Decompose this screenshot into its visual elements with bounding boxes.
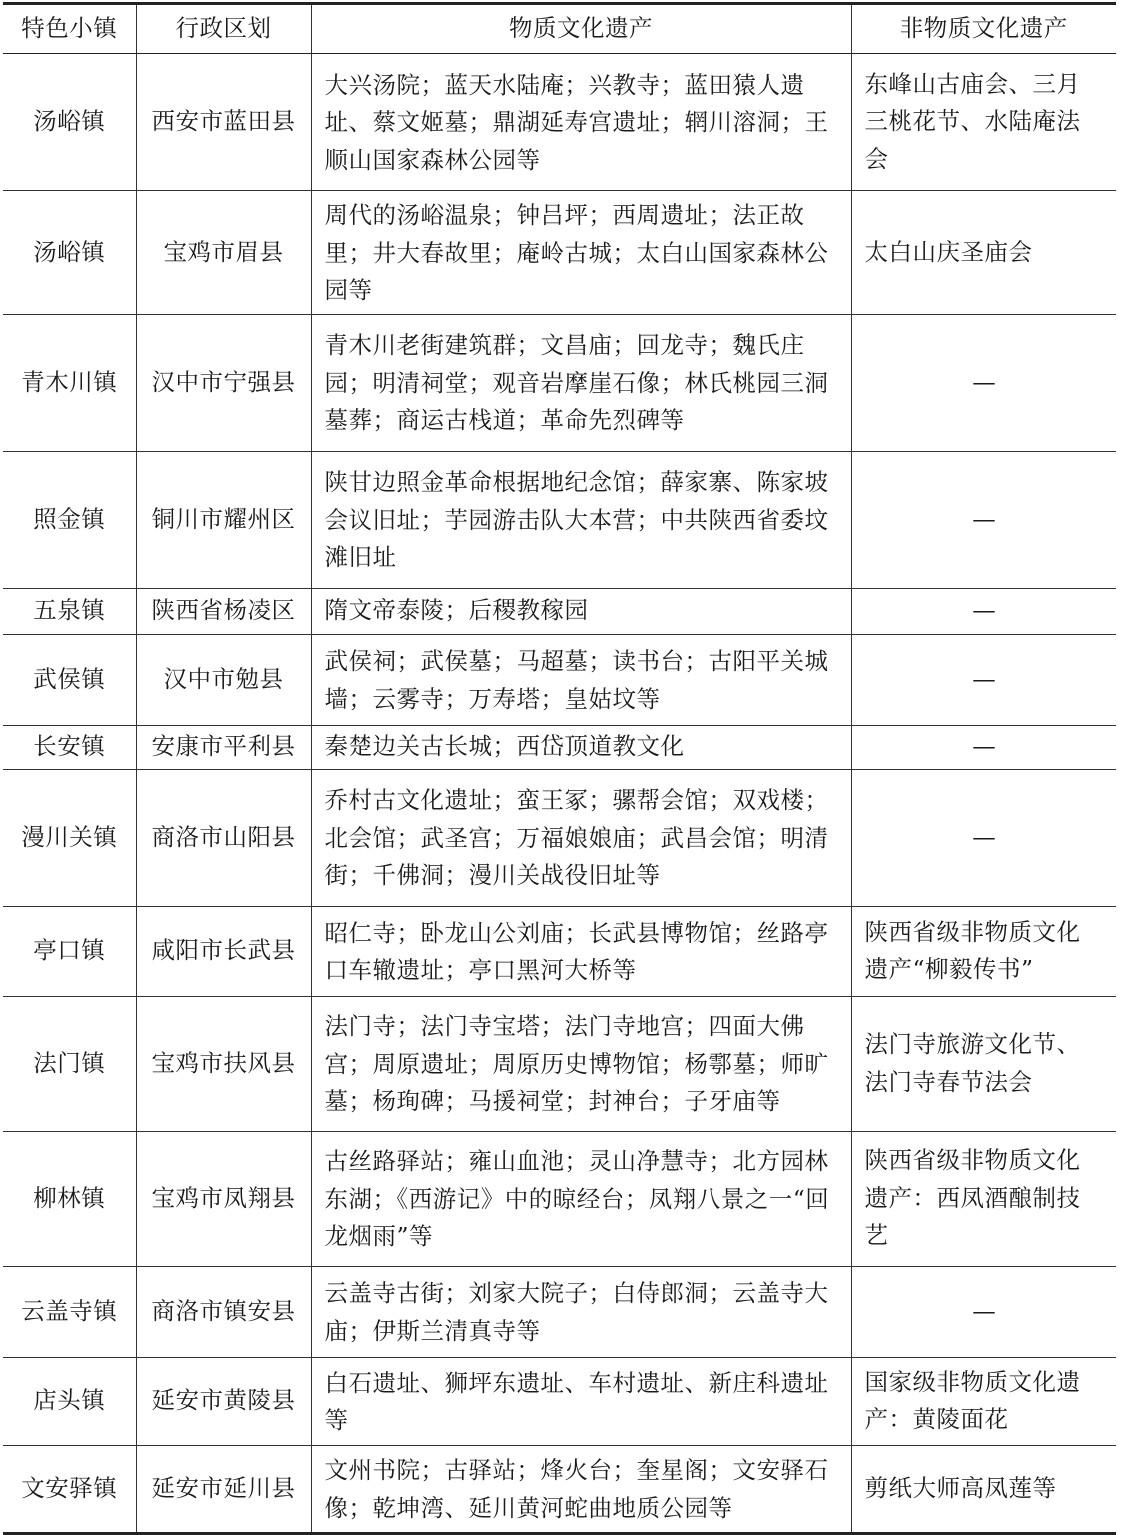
heritage-table (3, 2, 1116, 1535)
column-header-intangible-heritage: 非物质文化遗产 (851, 4, 1116, 54)
table-row (3, 906, 1116, 996)
town-cell: 文安驿镇 (3, 1445, 136, 1533)
material-heritage-cell: 昭仁寺；卧龙山公刘庙；长武县博物馆；丝路亭口车辙遗址；亭口黑河大桥等 (311, 906, 851, 996)
intangible-heritage-cell: 剪纸大师高凤莲等 (851, 1445, 1116, 1533)
intangible-heritage-cell: — (851, 451, 1116, 588)
material-heritage-cell: 法门寺；法门寺宝塔；法门寺地宫；四面大佛宫；周原遗址；周原历史博物馆；杨鄠墓；师旷墓；杨珣碑；马援祠堂；封神台；子牙庙等 (311, 996, 851, 1131)
intangible-heritage-cell: 太白山庆圣庙会 (851, 191, 1116, 315)
town-cell: 汤峪镇 (3, 54, 136, 191)
intangible-heritage-cell: 国家级非物质文化遗产：黄陵面花 (851, 1357, 1116, 1445)
material-heritage-cell: 大兴汤院；蓝天水陆庵；兴教寺；蓝田猿人遗址、蔡文姬墓；鼎湖延寿宫遗址；辋川溶洞；王顺山国家森林公园等 (311, 54, 851, 191)
town-cell: 武侯镇 (3, 634, 136, 725)
district-cell: 汉中市勉县 (136, 634, 311, 725)
column-header-district: 行政区划 (136, 4, 311, 54)
intangible-heritage-cell: — (851, 634, 1116, 725)
material-heritage-cell: 云盖寺古街；刘家大院子；白侍郎洞；云盖寺大庙；伊斯兰清真寺等 (311, 1266, 851, 1357)
district-cell: 宝鸡市凤翔县 (136, 1131, 311, 1266)
material-heritage-cell: 白石遗址、狮坪东遗址、车村遗址、新庄科遗址等 (311, 1357, 851, 1445)
town-cell: 云盖寺镇 (3, 1266, 136, 1357)
district-cell: 延安市黄陵县 (136, 1357, 311, 1445)
town-cell: 五泉镇 (3, 588, 136, 634)
table-row (3, 996, 1116, 1131)
table-row (3, 54, 1116, 191)
table-row (3, 588, 1116, 634)
material-heritage-cell: 武侯祠；武侯墓；马超墓；读书台；古阳平关城墙；云雾寺；万寿塔；皇姑坟等 (311, 634, 851, 725)
intangible-heritage-cell: 东峰山古庙会、三月三桃花节、水陆庵法会 (851, 54, 1116, 191)
table-row (3, 769, 1116, 906)
material-heritage-cell: 秦楚边关古长城；西岱顶道教文化 (311, 725, 851, 769)
table-row (3, 1131, 1116, 1266)
intangible-heritage-cell: — (851, 588, 1116, 634)
district-cell: 商洛市镇安县 (136, 1266, 311, 1357)
material-heritage-cell: 乔村古文化遗址；蛮王冢；骡帮会馆；双戏楼；北会馆；武圣宫；万福娘娘庙；武昌会馆；明清街；千佛洞；漫川关战役旧址等 (311, 769, 851, 906)
table-row (3, 1357, 1116, 1445)
material-heritage-cell: 陕甘边照金革命根据地纪念馆；薛家寨、陈家坡会议旧址；芋园游击队大本营；中共陕西省委坟滩旧址 (311, 451, 851, 588)
town-cell: 店头镇 (3, 1357, 136, 1445)
district-cell: 宝鸡市扶风县 (136, 996, 311, 1131)
intangible-heritage-cell: 法门寺旅游文化节、法门寺春节法会 (851, 996, 1116, 1131)
district-cell: 宝鸡市眉县 (136, 191, 311, 315)
town-cell: 法门镇 (3, 996, 136, 1131)
town-cell: 长安镇 (3, 725, 136, 769)
material-heritage-cell: 周代的汤峪温泉；钟吕坪；西周遗址；法正故里；井大春故里；庵岭古城；太白山国家森林公园等 (311, 191, 851, 315)
material-heritage-cell: 青木川老街建筑群；文昌庙；回龙寺；魏氏庄园；明清祠堂；观音岩摩崖石像；林氏桃园三洞墓葬；商运古栈道；革命先烈碑等 (311, 314, 851, 451)
intangible-heritage-cell: — (851, 725, 1116, 769)
column-header-material-heritage: 物质文化遗产 (311, 4, 851, 54)
header-row (3, 4, 1116, 54)
table-row (3, 725, 1116, 769)
intangible-heritage-cell: 陕西省级非物质文化遗产：西凤酒酿制技艺 (851, 1131, 1116, 1266)
table-row (3, 314, 1116, 451)
table-row (3, 191, 1116, 315)
table-row (3, 634, 1116, 725)
district-cell: 西安市蓝田县 (136, 54, 311, 191)
table-row (3, 451, 1116, 588)
material-heritage-cell: 古丝路驿站；雍山血池；灵山净慧寺；北方园林东湖；《西游记》中的晾经台；凤翔八景之一“回龙烟雨”等 (311, 1131, 851, 1266)
district-cell: 铜川市耀州区 (136, 451, 311, 588)
district-cell: 安康市平利县 (136, 725, 311, 769)
district-cell: 延安市延川县 (136, 1445, 311, 1533)
column-header-town: 特色小镇 (3, 4, 136, 54)
intangible-heritage-cell: — (851, 769, 1116, 906)
town-cell: 柳林镇 (3, 1131, 136, 1266)
intangible-heritage-cell: 陕西省级非物质文化遗产“柳毅传书” (851, 906, 1116, 996)
district-cell: 咸阳市长武县 (136, 906, 311, 996)
district-cell: 商洛市山阳县 (136, 769, 311, 906)
material-heritage-cell: 隋文帝泰陵；后稷教稼园 (311, 588, 851, 634)
town-cell: 照金镇 (3, 451, 136, 588)
district-cell: 陕西省杨凌区 (136, 588, 311, 634)
table-row (3, 1445, 1116, 1533)
town-cell: 青木川镇 (3, 314, 136, 451)
district-cell: 汉中市宁强县 (136, 314, 311, 451)
town-cell: 汤峪镇 (3, 191, 136, 315)
table-row (3, 1266, 1116, 1357)
town-cell: 漫川关镇 (3, 769, 136, 906)
town-cell: 亭口镇 (3, 906, 136, 996)
material-heritage-cell: 文州书院；古驿站；烽火台；奎星阁；文安驿石像；乾坤湾、延川黄河蛇曲地质公园等 (311, 1445, 851, 1533)
intangible-heritage-cell: — (851, 314, 1116, 451)
intangible-heritage-cell: — (851, 1266, 1116, 1357)
